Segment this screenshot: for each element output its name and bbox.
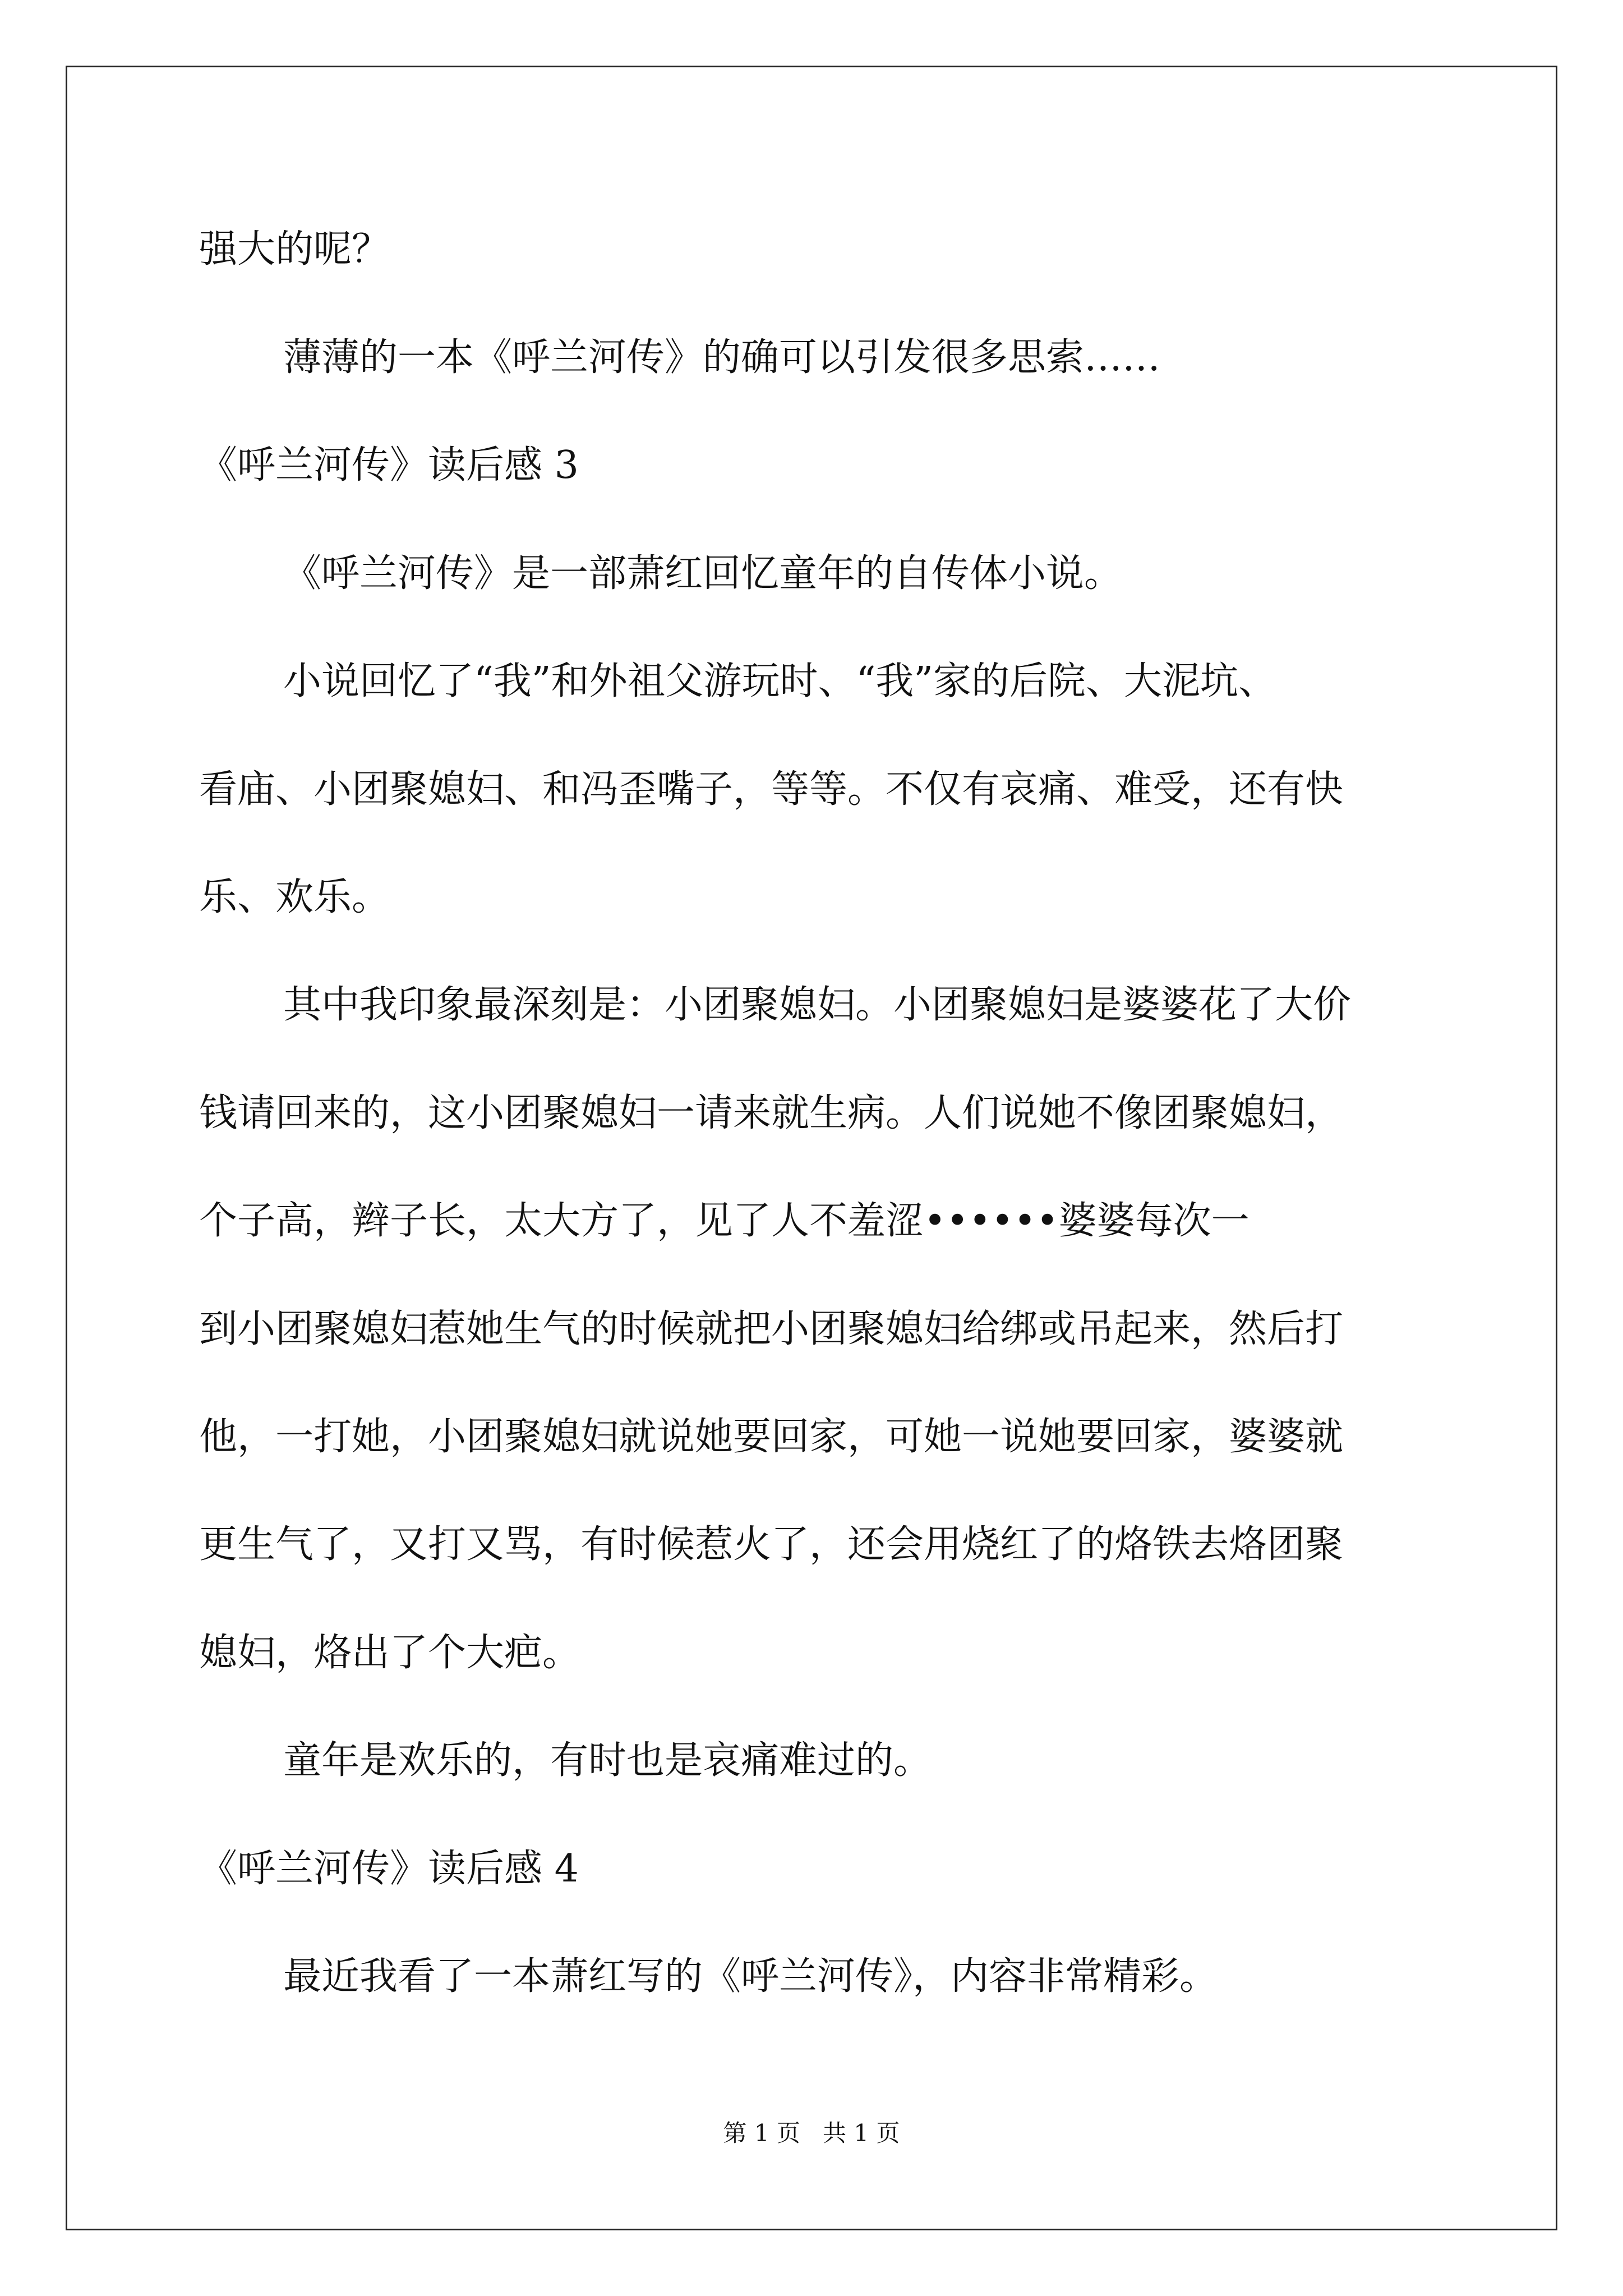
text-line-7: 乐、欢乐。 — [199, 875, 390, 919]
section-heading-3: 《呼兰河传》读后感 3 — [199, 443, 579, 487]
text-line-17: 最近我看了一本萧红写的《呼兰河传》，内容非常精彩。 — [283, 1954, 1218, 1999]
text-line-4: 《呼兰河传》是一部萧红回忆童年的自传体小说。 — [283, 551, 1123, 596]
text-line-15: 童年是欢乐的，有时也是哀痛难过的。 — [283, 1738, 932, 1783]
page-frame — [66, 66, 1557, 2230]
page-number-footer: 第 1 页 共 1 页 — [723, 2119, 900, 2147]
text-line-1: 强大的呢？ — [199, 227, 390, 272]
text-line-13: 更生气了，又打又骂，有时候惹火了，还会用烧红了的烙铁去烙团聚 — [199, 1522, 1344, 1567]
text-line-5: 小说回忆了“我”和外祖父游玩时、“我”家的后院、大泥坑、 — [283, 659, 1277, 703]
text-line-10: 个子高，辫子长，太大方了，见了人不羞涩••••••婆婆每次一 — [199, 1199, 1249, 1243]
text-line-8: 其中我印象最深刻是：小团聚媳妇。小团聚媳妇是婆婆花了大价 — [283, 983, 1352, 1027]
text-line-6: 看庙、小团聚媳妇、和冯歪嘴子，等等。不仅有哀痛、难受，还有快 — [199, 767, 1344, 812]
text-line-11: 到小团聚媳妇惹她生气的时候就把小团聚媳妇给绑或吊起来，然后打 — [199, 1307, 1344, 1351]
section-heading-4: 《呼兰河传》读后感 4 — [199, 1847, 579, 1891]
text-line-2: 薄薄的一本《呼兰河传》的确可以引发很多思索…… — [283, 335, 1161, 380]
text-line-12: 他，一打她，小团聚媳妇就说她要回家，可她一说她要回家，婆婆就 — [199, 1415, 1344, 1459]
text-line-14: 媳妇，烙出了个大疤。 — [199, 1631, 581, 1675]
text-line-9: 钱请回来的，这小团聚媳妇一请来就生病。人们说她不像团聚媳妇， — [199, 1091, 1344, 1135]
